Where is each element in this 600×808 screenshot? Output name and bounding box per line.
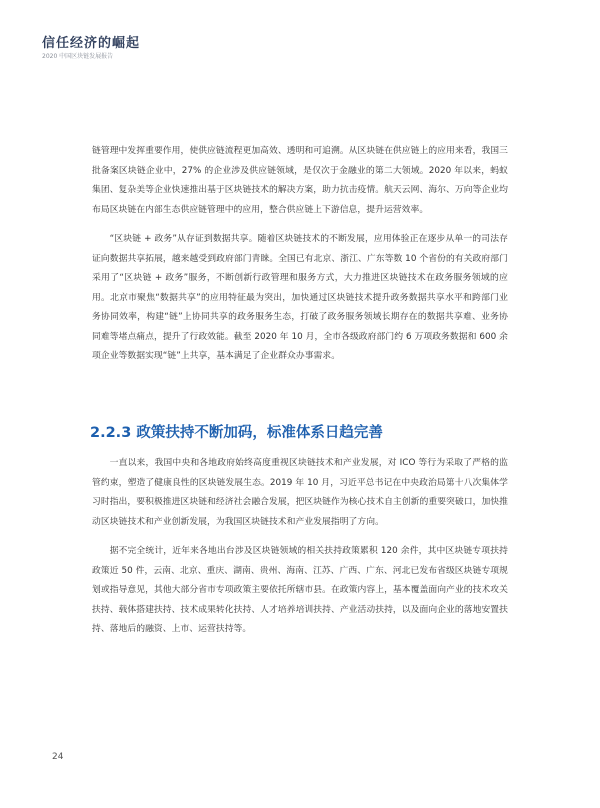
- report-title: 信任经济的崛起: [42, 36, 141, 51]
- paragraph-blockchain-government: “区块链 + 政务”从存证到数据共享。随着区块链技术的不断发展，应用体验正在逐步从单一的司法存证向数据共享拓展，越来越受到政府部门青睐。全国已有北京、浙江、广东等数 10 个省份的有关政府部门采用了“区块链 + 政务”服务，不断创新行政管理和服务方式，大力推进区块链技术在政务服务领域的应用。北京市聚焦“数据共享”的应用特征最为突出，加快通过区块链技术提升政务数据共享水平和跨部门业务协同效率，构建“链”上协同共享的政务服务生态，打破了政务服务领域长期存在的数据共享难、业务协同难等堵点痛点，提升了行政效能。截至 2020 年 10 月，全市各级政府部门约 6 万项政务数据和 600 余项企业等数据实现“链”上共享，基本满足了企业群众办事需求。: [92, 234, 508, 361]
- report-subtitle: 2020 中国区块链发展报告: [42, 53, 114, 60]
- page-number: 24: [52, 752, 64, 762]
- body-text-top: [92, 142, 508, 367]
- paragraph-supply-chain: 链管理中发挥重要作用，使供应链流程更加高效、透明和可追溯。从区块链在供应链上的应用来看，我国三批备案区块链企业中，27% 的企业涉及供应链领域，是仅次于金融业的第二大领域。2020 年以来，蚂蚁集团、复杂美等企业快速推出基于区块链技术的解决方案，助力抗击疫情。航天云网、海尔、万向等企业均布局区块链在内部生态供应链管理中的应用，整合供应链上下游信息，提升运营效率。: [92, 146, 508, 215]
- paragraph-policy-support: 一直以来，我国中央和各地政府始终高度重视区块链技术和产业发展，对 ICO 等行为采取了严格的监管约束，塑造了健康良性的区块链发展生态。2019 年 10 月，习近平总书记在中央政治局第十八次集体学习时指出，要积极推进区块链和经济社会融合发展，把区块链作为核心技术自主创新的重要突破口，加快推动区块链技术和产业创新发展，为我国区块链技术和产业发展指明了方向。: [92, 458, 508, 527]
- paragraph-policy-statistics: 据不完全统计，近年来各地出台涉及区块链领域的相关扶持政策累积 120 余件，其中区块链专项扶持政策近 50 件，云南、北京、重庆、湖南、贵州、海南、江苏、广西、广东、河北已发布省级区块链专项规划或指导意见，其他大部分省市专项政策主要依托所辖市县。在政策内容上，基本覆盖面向产业的技术攻关扶持、载体搭建扶持、技术成果转化扶持、人才培养培训扶持、产业活动扶持，以及面向企业的落地安置扶持、落地后的融资、上市、运营扶持等。: [92, 546, 508, 634]
- section-heading: 2.2.3 政策扶持不断加码，标准体系日趋完善: [90, 425, 383, 441]
- body-text-section: [92, 454, 508, 640]
- report-header: [42, 36, 140, 61]
